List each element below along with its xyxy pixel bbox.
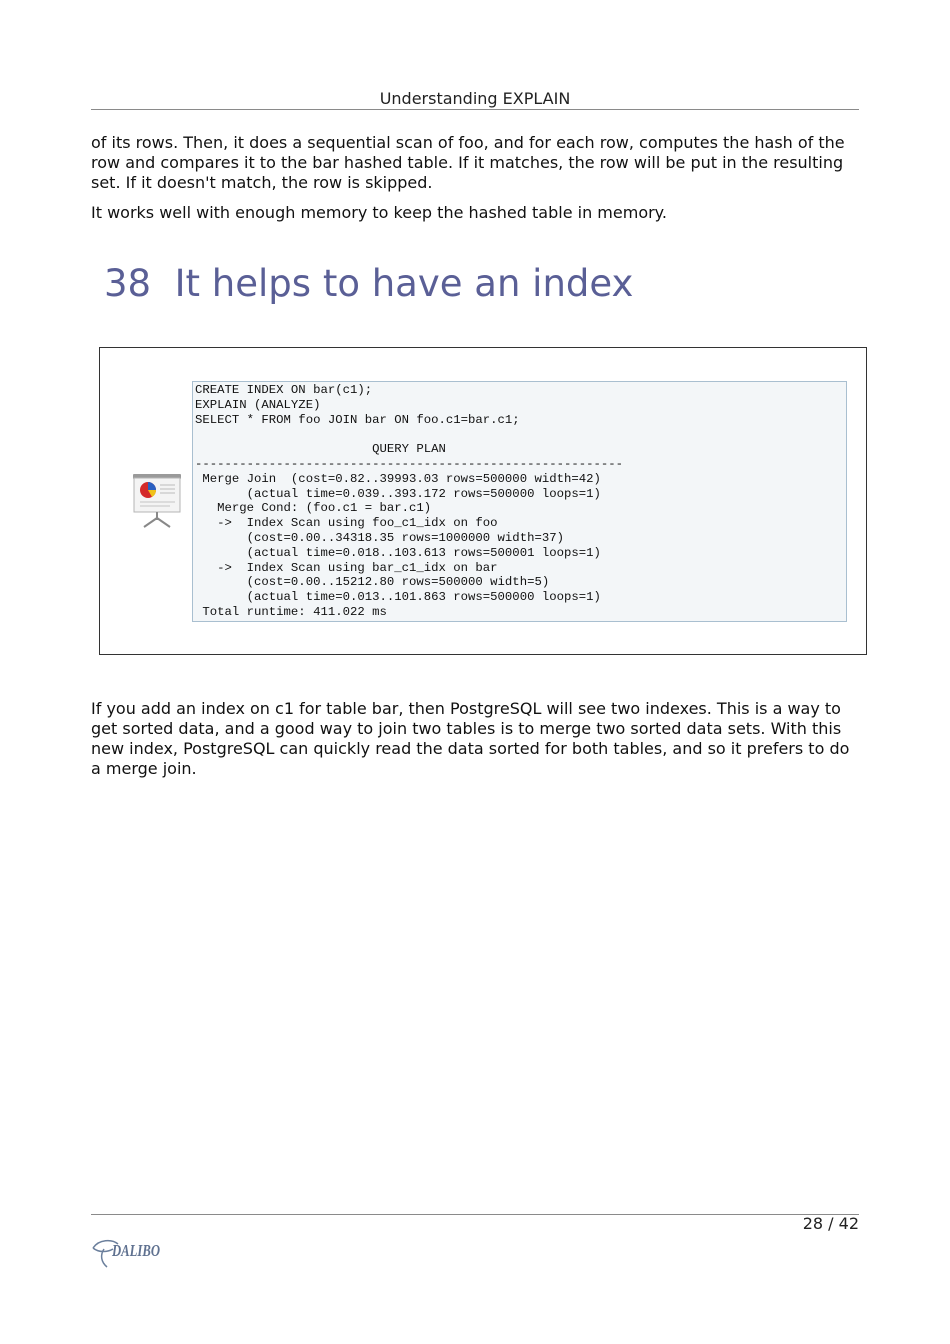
page-header-title: Understanding EXPLAIN — [379, 89, 571, 108]
page-number: 28 / 42 — [802, 1214, 859, 1233]
sql-explain-code-block: CREATE INDEX ON bar(c1); EXPLAIN (ANALYZE) SELECT * FROM foo JOIN bar ON foo.c1=bar.c1; QUERY PLAN ---------------------------------------------------------- Merge Join (cost=0.82..39993.03 rows=500000 width=42) (actual time=0.039..393.172 rows=500000 loops=1) Merge Cond: (foo.c1 = bar.c1) -> Index Scan using foo_c1_idx on foo (cost=0.00..34318.35 rows=1000000 width=37) (actual time=0.018..103.613 rows=500001 loops=1) -> Index Scan using bar_c1_idx on bar (cost=0.00..15212.80 rows=500000 width=5) (actual time=0.013..101.863 rows=500000 loops=1) Total runtime: 411.022 ms — [192, 381, 847, 622]
body-paragraph-1: of its rows. Then, it does a sequential scan of foo, and for each row, computes the hash of the row and compares it to the bar hashed table. If it matches, the row will be put in the resulting set. If it doesn't match, the row is skipped. — [91, 133, 845, 192]
body-paragraph-3: If you add an index on c1 for table bar, then PostgreSQL will see two indexes. This is a way to get sorted data, and a good way to join two tables is to merge two sorted data sets. With this new index, PostgreSQL can quickly read the data sorted for both tables, and so it prefers to do a merge join. — [91, 699, 850, 778]
section-title: It helps to have an index — [174, 262, 634, 305]
logo-text: DALIBO — [111, 1241, 160, 1260]
body-paragraph-2: It works well with enough memory to keep the hashed table in memory. — [91, 203, 667, 222]
slide-frame — [99, 347, 867, 655]
section-number: 38 — [104, 262, 152, 305]
dalibo-elephant-logo-icon — [90, 1234, 164, 1276]
section-heading — [104, 262, 633, 305]
header-divider — [91, 109, 859, 110]
presentation-easel-icon — [130, 472, 184, 532]
